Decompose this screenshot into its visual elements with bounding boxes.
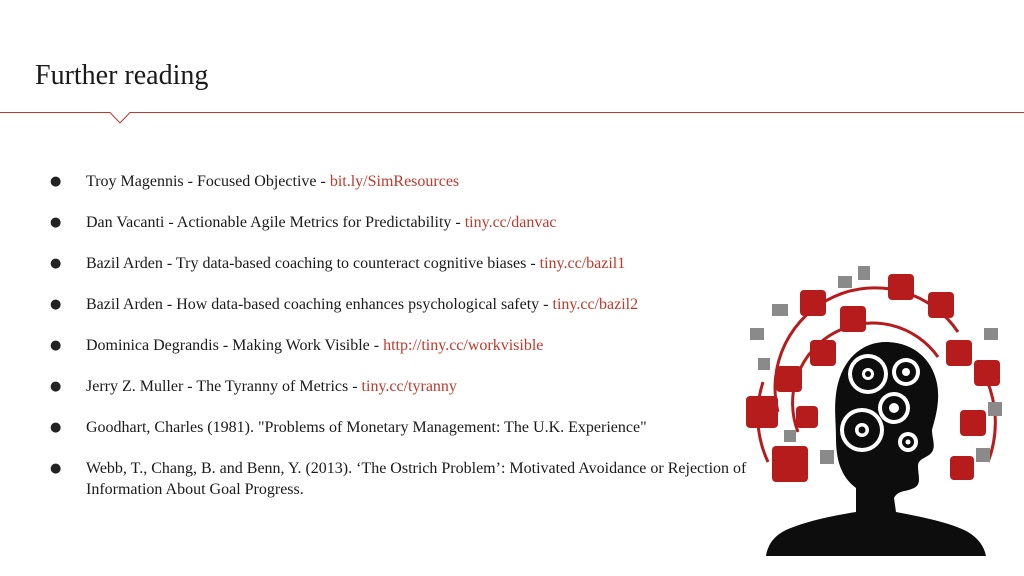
reference-link[interactable]: tiny.cc/bazil1 [539, 255, 626, 272]
list-item [50, 376, 750, 397]
bullet-icon: ● [50, 379, 62, 394]
head-with-gears-icon [738, 262, 1018, 556]
list-item [50, 417, 750, 438]
reference-text: Bazil Arden - Try data-based coaching to counteract cognitive biases - [86, 255, 540, 272]
bullet-icon: ● [50, 297, 62, 312]
bullet-icon: ● [50, 174, 62, 189]
reference-text: Webb, T., Chang, B. and Benn, Y. (2013). ‘The Ostrich Problem’: Motivated Avoidance or Rejection of Information About Goal Progress. [86, 460, 747, 498]
bullet-icon: ● [50, 256, 62, 271]
bullet-icon: ● [50, 338, 62, 353]
reference-link[interactable]: tiny.cc/bazil2 [552, 296, 639, 313]
reference-list [50, 171, 750, 520]
reference-link[interactable]: tiny.cc/danvac [464, 214, 557, 231]
list-item [50, 335, 750, 356]
reference-text: Dan Vacanti - Actionable Agile Metrics for Predictability - [86, 214, 465, 231]
bullet-icon: ● [50, 215, 62, 230]
list-item [50, 253, 750, 274]
reference-link[interactable]: tiny.cc/tyranny [361, 378, 457, 395]
reference-text: Troy Magennis - Focused Objective - [86, 173, 330, 190]
reference-text: Dominica Degrandis - Making Work Visible - [86, 337, 384, 354]
bullet-icon: ● [50, 461, 62, 476]
list-item [50, 212, 750, 233]
reference-link[interactable]: bit.ly/SimResources [329, 173, 460, 190]
list-item [50, 294, 750, 315]
slide-title: Further reading [35, 60, 209, 91]
reference-text: Goodhart, Charles (1981). "Problems of Monetary Management: The U.K. Experience" [86, 419, 647, 436]
title-divider [0, 112, 1024, 126]
reference-text: Jerry Z. Muller - The Tyranny of Metrics - [86, 378, 362, 395]
reference-link[interactable]: http://tiny.cc/workvisible [383, 337, 544, 354]
list-item [50, 458, 750, 500]
reference-text: Bazil Arden - How data-based coaching enhances psychological safety - [86, 296, 553, 313]
bullet-icon: ● [50, 420, 62, 435]
list-item [50, 171, 750, 192]
